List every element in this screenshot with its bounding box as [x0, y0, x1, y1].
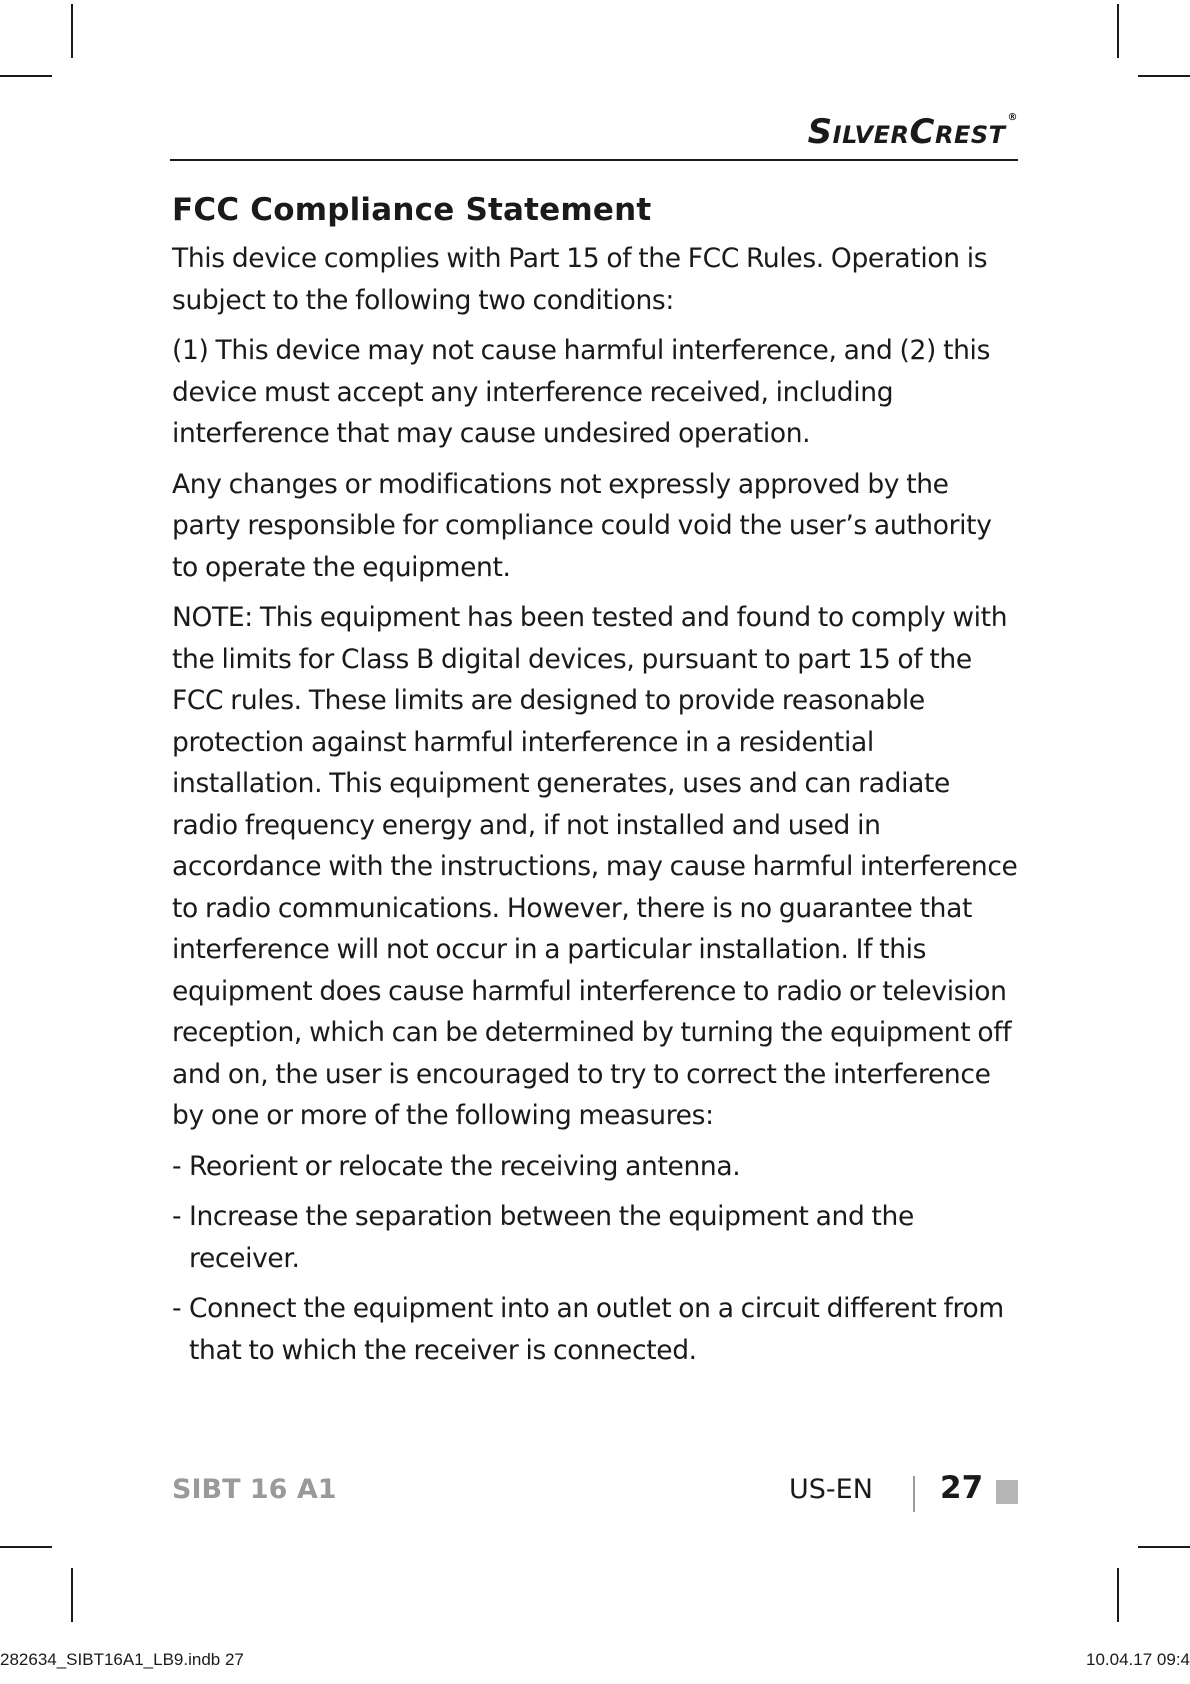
paragraph-compliance: This device complies with Part 15 of the FCC Rules. Operation is subject to the following two conditions:: [172, 243, 988, 316]
list-item: [172, 1146, 1018, 1188]
print-slug-datetime: 10.04.17 09:4: [1086, 1650, 1190, 1669]
crop-mark-bottom-right-horizontal: [1138, 1546, 1190, 1548]
crop-mark-top-left-horizontal: [0, 75, 52, 77]
print-slug-file: 282634_SIBT16A1_LB9.indb 27: [0, 1650, 244, 1669]
list-item: [172, 1288, 1018, 1371]
footer-separator: [913, 1476, 915, 1512]
crop-mark-bottom-left-vertical: [71, 1568, 73, 1622]
list-item-text: Connect the equipment into an outlet on a circuit different from that to which the receiver is connected.: [189, 1293, 1004, 1366]
page-content: [172, 192, 1018, 1380]
page-tab-block: [996, 1480, 1018, 1504]
bullet-dash: -: [172, 1293, 182, 1324]
crop-mark-bottom-left-horizontal: [0, 1546, 52, 1548]
footer-language: US-EN: [789, 1474, 873, 1505]
list-item-text: Reorient or relocate the receiving antenna.: [189, 1150, 741, 1182]
brand-name: SilverCrest: [807, 112, 1006, 152]
paragraph-note: NOTE: This equipment has been tested and found to comply with the limits for Class B digital devices, pursuant to part 15 of the FCC rules. These limits are designed to provide reasonable protection against harmful interference in a residential installation. This equipment generates, uses and can radiate radio frequency energy and, if not installed and used in accordance with the instructions, may cause harmful interference to radio communications. However, there is no guarantee that interference will not occur in a particular installation. If this equipment does cause harmful interference to radio or television reception, which can be determined by turning the equipment off and on, the user is encouraged to try to correct the interference by one or more of the following measures:: [172, 602, 1018, 1131]
paragraph-conditions: (1) This device may not cause harmful interference, and (2) this device must accept any interference received, including interference that may cause undesired operation.: [172, 335, 991, 449]
measures-list: [172, 1146, 1018, 1372]
crop-mark-top-right-vertical: [1117, 4, 1119, 58]
section-title: FCC Compliance Statement: [172, 192, 652, 228]
crop-mark-top-right-horizontal: [1138, 75, 1190, 77]
brand-registered-mark: ®: [1007, 112, 1018, 123]
page-number: 27: [940, 1470, 984, 1506]
list-item-text: Increase the separation between the equipment and the receiver.: [189, 1201, 914, 1274]
list-item: [172, 1196, 1018, 1279]
footer-model: SIBT 16 A1: [172, 1474, 337, 1505]
paragraph-modifications: Any changes or modifications not expressly approved by the party responsible for compliance could void the user’s authority to operate the equipment.: [172, 468, 992, 583]
bullet-dash: -: [172, 1201, 182, 1232]
brand-logo: [808, 112, 1018, 152]
bullet-dash: -: [172, 1150, 182, 1182]
crop-mark-bottom-right-vertical: [1117, 1568, 1119, 1622]
header-rule: [170, 159, 1018, 161]
crop-mark-top-left-vertical: [71, 4, 73, 58]
